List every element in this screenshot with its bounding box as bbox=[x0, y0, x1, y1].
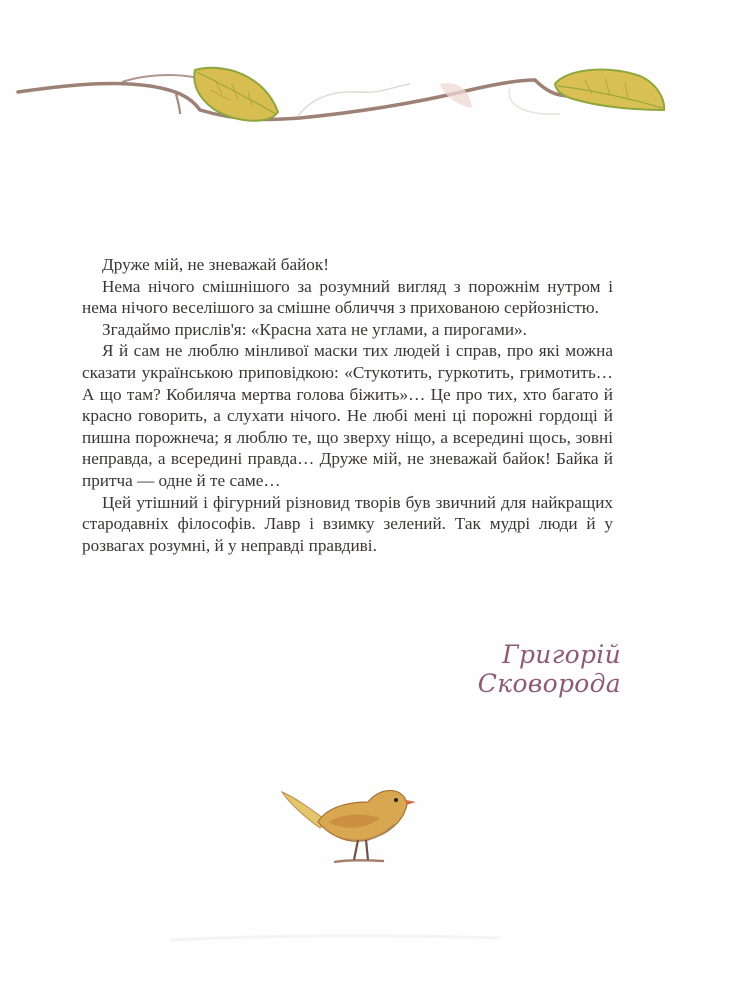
paragraph: Друже мій, не зневажай байок! bbox=[102, 255, 329, 274]
faint-footer-marks bbox=[170, 930, 500, 944]
paragraph: Згадаймо прислів'я: «Красна хата не углами, а пирогами». bbox=[102, 319, 527, 339]
paragraph: Нема нічого смішнішого за розумний вигляд з порожнім нутром і нема нічого веселішого за смішне обличчя з прихованою серйозністю. bbox=[82, 276, 613, 318]
leaf-right bbox=[555, 70, 664, 110]
bird-illustration bbox=[276, 778, 421, 870]
preface-text bbox=[82, 254, 613, 556]
vine-leaves-illustration bbox=[0, 50, 729, 140]
paragraph: Цей утішний і фігурний різновид творів був звичний для найкращих стародавніх філософів. Лавр і взимку зелений. Так мудрі люди й у розвагах розумні, й у неправді правдиві. bbox=[82, 492, 613, 555]
paragraph: Я й сам не люблю мінливої маски тих людей і справ, про які можна сказати українською приповідкою: «Стукотить, гуркотить, гримотить… А що там? Кобиляча мертва голова біжить»… Це про тих, хто багато й красно говорить, а слухати нічого. Не любі мені ці порожні гордощі й пишна порожнеча; я люблю те, що зверху ніщо, а всередині щось, зовні неправда, а всередині правда… Друже мій, не зневажай байок! Байка й притча — одне й те саме… bbox=[82, 341, 613, 490]
author-signature: Григорій Сковорода bbox=[477, 640, 621, 698]
